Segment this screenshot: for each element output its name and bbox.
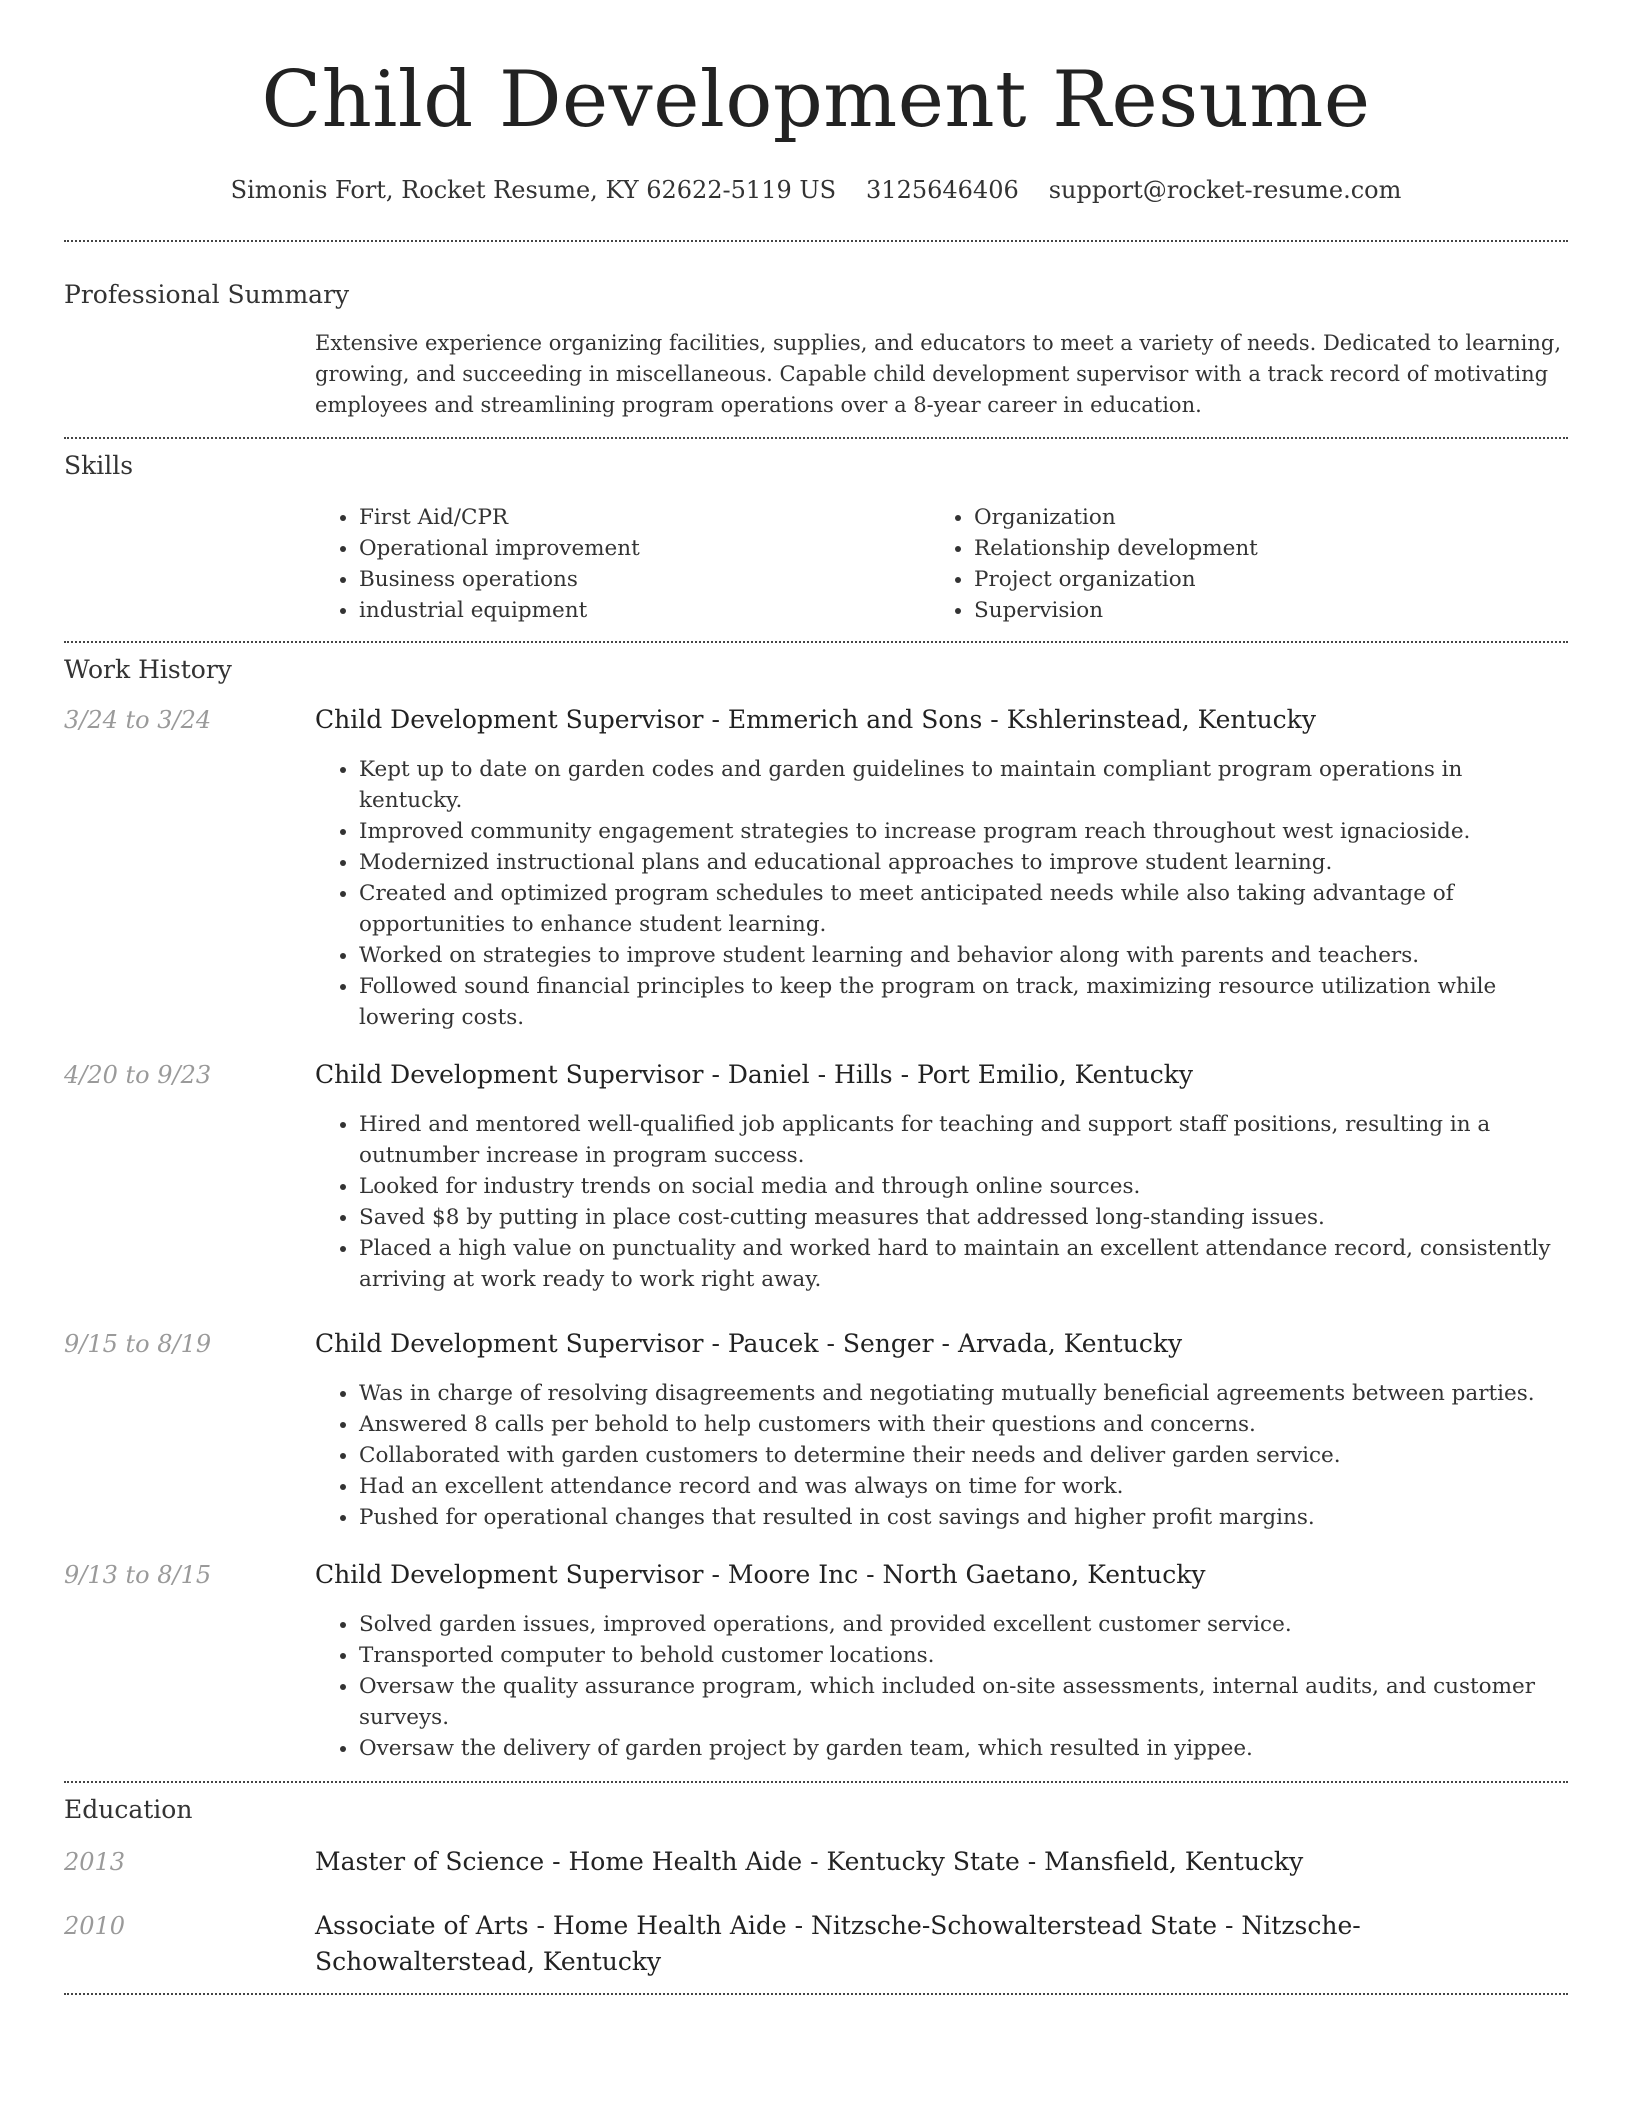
job-bullets <box>315 754 1568 1033</box>
job-details <box>315 704 1568 1033</box>
job-bullet: • Looked for industry trends on social media and through online sources. <box>359 1171 1568 1202</box>
job-bullet: • Collaborated with garden customers to determine their needs and deliver garden service. <box>359 1440 1568 1471</box>
job-bullet: • Hired and mentored well-qualified job applicants for teaching and support staff positions, resulting in a outnumber increase in program success. <box>359 1109 1568 1171</box>
skill-item: • Organization <box>974 502 1530 533</box>
job-dates: 4/20 to 9/23 <box>64 1061 212 1089</box>
job-bullets <box>315 1378 1568 1533</box>
skills-row <box>64 502 1568 626</box>
education-year: 2010 <box>64 1912 126 1940</box>
job-bullet: • Modernized instructional plans and educational approaches to improve student learning. <box>359 847 1568 878</box>
job-title: Child Development Supervisor - Daniel - Hills - Port Emilio, Kentucky <box>315 1060 1193 1089</box>
contact-address: Simonis Fort, Rocket Resume, KY 62622-5119 US <box>230 176 837 204</box>
job-bullet: • Kept up to date on garden codes and garden guidelines to maintain compliant program operations in kentucky. <box>359 754 1568 816</box>
skill-item: • First Aid/CPR <box>359 502 930 533</box>
job-dates: 9/15 to 8/19 <box>64 1330 212 1358</box>
skills-divider <box>64 641 1568 643</box>
header-divider <box>64 240 1568 242</box>
summary-heading: Professional Summary <box>64 280 350 309</box>
job-bullet: • Saved $8 by putting in place cost-cutting measures that addressed long-standing issues. <box>359 1202 1568 1233</box>
job-bullets <box>315 1609 1568 1764</box>
job-dates: 9/13 to 8/15 <box>64 1561 212 1589</box>
skill-item: • Supervision <box>974 595 1530 626</box>
job-title: Child Development Supervisor - Emmerich and Sons - Kshlerinstead, Kentucky <box>315 705 1316 734</box>
job-bullet: • Oversaw the delivery of garden project by garden team, which resulted in yippee. <box>359 1733 1568 1764</box>
job-bullet: • Transported computer to behold customer locations. <box>359 1640 1568 1671</box>
education-degree: Master of Science - Home Health Aide - Kentucky State - Mansfield, Kentucky <box>315 1847 1304 1876</box>
job-title: Child Development Supervisor - Paucek - Senger - Arvada, Kentucky <box>315 1329 1183 1358</box>
summary-divider <box>64 437 1568 439</box>
education-degree: Associate of Arts - Home Health Aide - Nitzsche-Schowalterstead State - Nitzsche-Schowalterstead, Kentucky <box>315 1911 1361 1976</box>
skill-item: • Business operations <box>359 564 930 595</box>
job-details <box>315 1559 1568 1764</box>
skill-item: • Operational improvement <box>359 533 930 564</box>
skills-column-2 <box>930 502 1530 626</box>
job-dates: 3/24 to 3/24 <box>64 706 212 734</box>
skill-item: • Project organization <box>974 564 1530 595</box>
skill-item: • industrial equipment <box>359 595 930 626</box>
skills-section <box>64 450 1568 626</box>
job-bullet: • Worked on strategies to improve student learning and behavior along with parents and teachers. <box>359 940 1568 971</box>
job-bullet: • Oversaw the quality assurance program, which included on-site assessments, internal audits, and customer surveys. <box>359 1671 1568 1733</box>
job-bullet: • Solved garden issues, improved operations, and provided excellent customer service. <box>359 1609 1568 1640</box>
job-bullet: • Was in charge of resolving disagreements and negotiating mutually beneficial agreements between parties. <box>359 1378 1568 1409</box>
education-entry <box>64 1908 1568 1980</box>
skills-column-1 <box>315 502 930 626</box>
contact-line <box>64 174 1568 206</box>
work-heading: Work History <box>64 655 232 684</box>
job-bullet: • Answered 8 calls per behold to help customers with their questions and concerns. <box>359 1409 1568 1440</box>
skill-item: • Relationship development <box>974 533 1530 564</box>
resume-title: Child Development Resume <box>261 55 1371 145</box>
summary-section <box>64 279 1568 421</box>
education-section <box>64 1794 1568 1980</box>
job-details <box>315 1059 1568 1295</box>
job-bullet: • Placed a high value on punctuality and worked hard to maintain an excellent attendance record, consistently arriving at work ready to work right away. <box>359 1233 1568 1295</box>
work-divider <box>64 1781 1568 1783</box>
contact-email: support@rocket-resume.com <box>1048 176 1402 204</box>
job-title: Child Development Supervisor - Moore Inc - North Gaetano, Kentucky <box>315 1560 1206 1589</box>
education-year: 2013 <box>64 1848 126 1876</box>
job-bullet: • Had an excellent attendance record and was always on time for work. <box>359 1471 1568 1502</box>
job-bullets <box>315 1109 1568 1295</box>
summary-text: Extensive experience organizing facilities, supplies, and educators to meet a variety of needs. Dedicated to learning, growing, and succeeding in miscellaneous. Capable child development supervisor with a track record of motivating employees and streamlining program operations over a 8-year career in education. <box>315 331 1562 417</box>
job-entry <box>64 704 1568 1033</box>
work-section <box>64 654 1568 1764</box>
job-entry <box>64 1328 1568 1533</box>
job-details <box>315 1328 1568 1533</box>
education-list <box>64 1844 1568 1980</box>
education-divider <box>64 1993 1568 1995</box>
contact-phone: 3125646406 <box>866 176 1019 204</box>
job-bullet: • Improved community engagement strategies to increase program reach throughout west ignacioside. <box>359 816 1568 847</box>
summary-body <box>315 328 1568 421</box>
job-bullet: • Created and optimized program schedules to meet anticipated needs while also taking advantage of opportunities to enhance student learning. <box>359 878 1568 940</box>
job-bullet: • Followed sound financial principles to keep the program on track, maximizing resource utilization while lowering costs. <box>359 971 1568 1033</box>
summary-row <box>64 328 1568 421</box>
job-entry <box>64 1559 1568 1764</box>
education-heading: Education <box>64 1795 193 1824</box>
job-bullet: • Pushed for operational changes that resulted in cost savings and higher profit margins. <box>359 1502 1568 1533</box>
skills-heading: Skills <box>64 451 134 480</box>
skills-grid <box>315 502 1568 626</box>
education-entry <box>64 1844 1568 1880</box>
jobs-list <box>64 704 1568 1764</box>
job-entry <box>64 1059 1568 1295</box>
